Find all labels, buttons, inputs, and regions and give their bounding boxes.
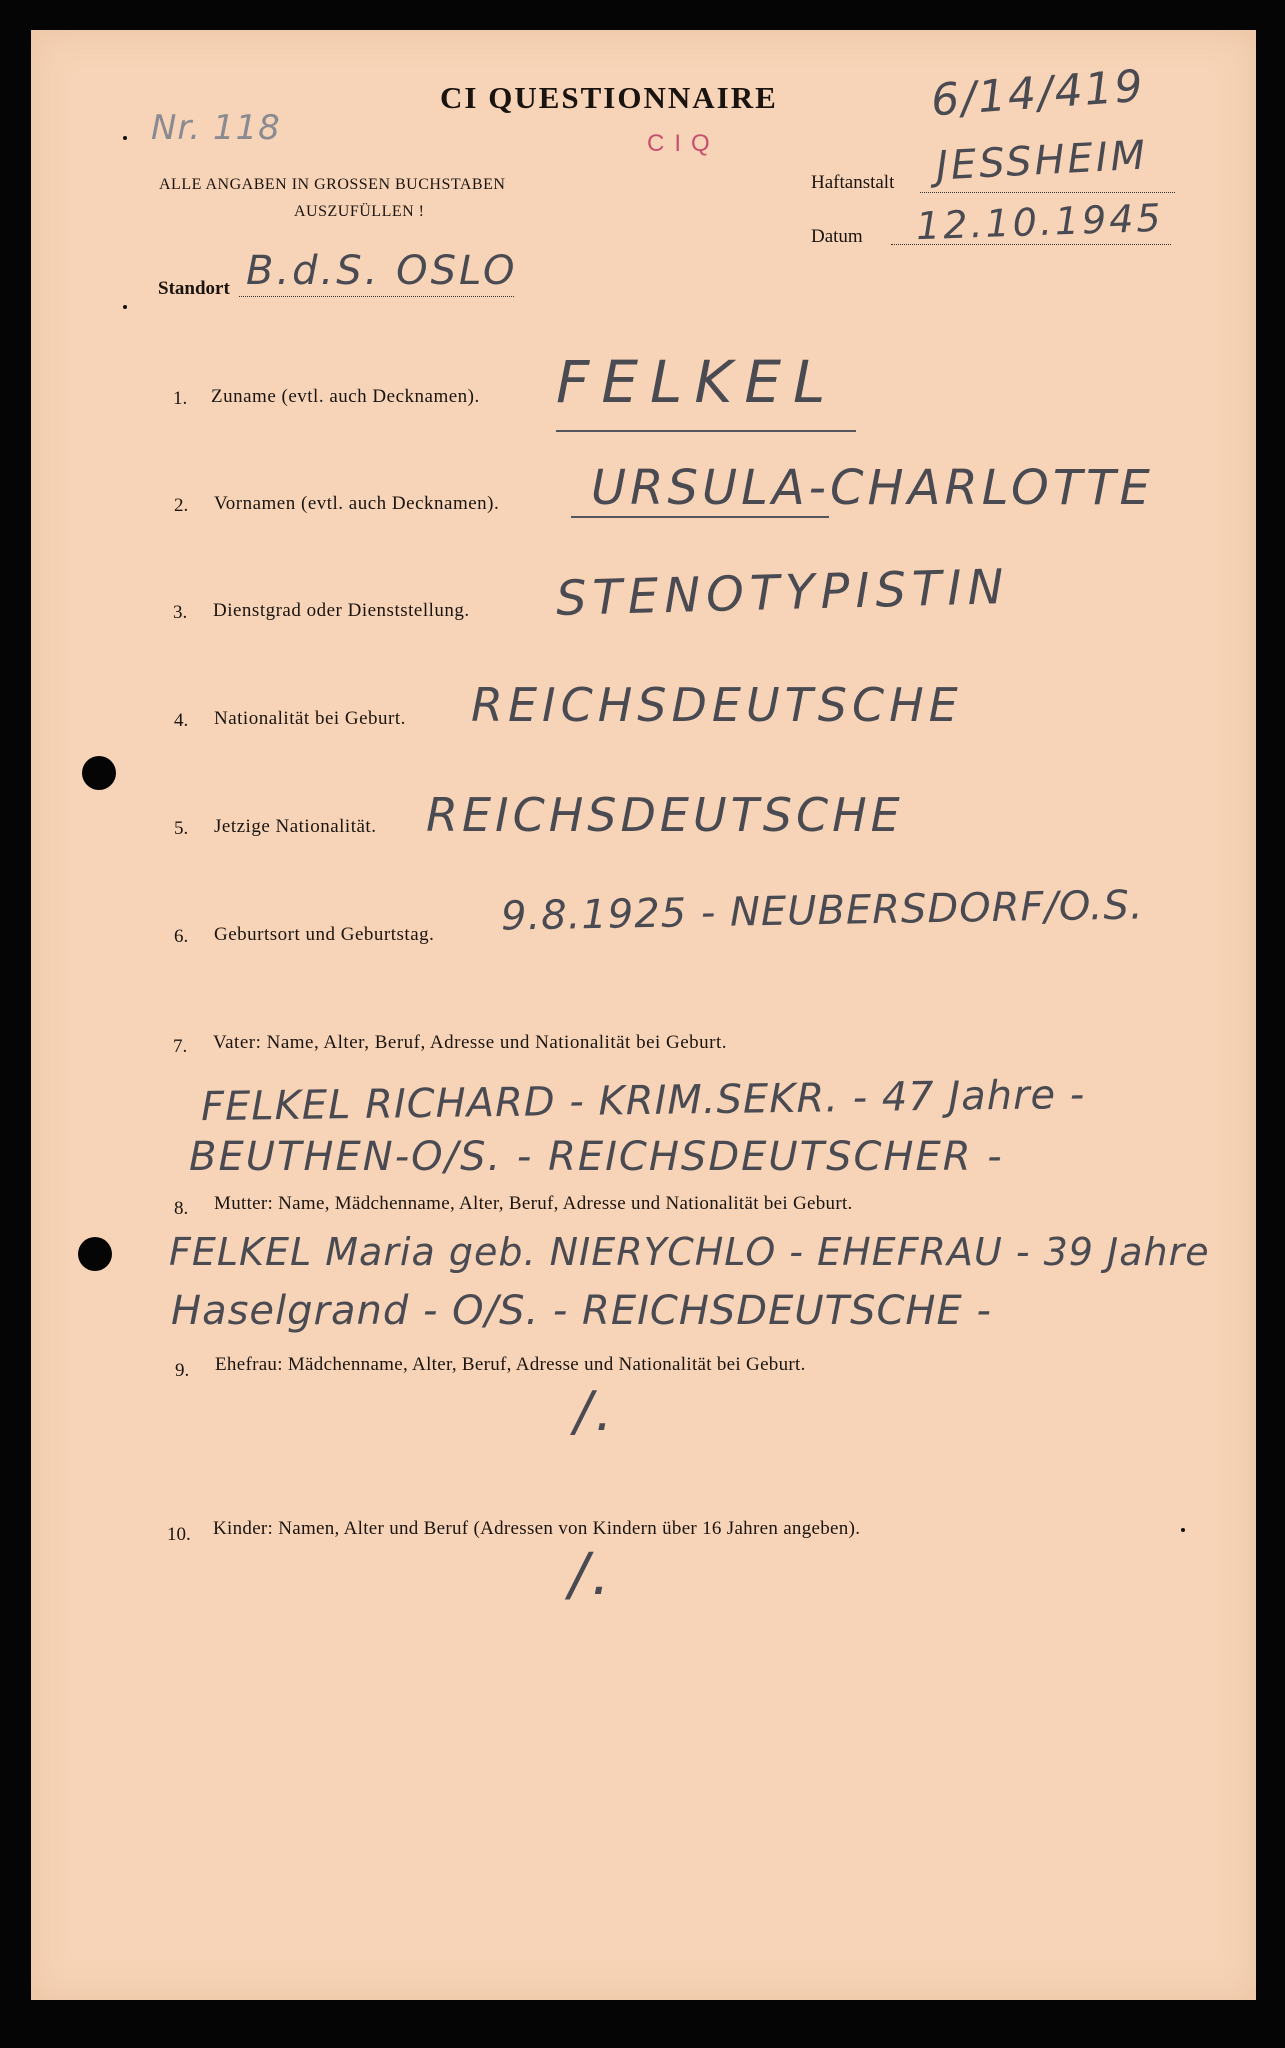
- q4-number: 4.: [174, 710, 189, 731]
- standort-value: B.d.S. OSLO: [246, 248, 518, 294]
- dienstgrad-value: STENOTYPISTIN: [555, 559, 1011, 627]
- file-number: 6/14/419: [929, 60, 1147, 127]
- vater-line-2: BEUTHEN-O/S. - REICHSDEUTSCHER -: [189, 1134, 1004, 1180]
- q6-number: 6.: [174, 926, 189, 947]
- cio-stamp: CIQ: [647, 130, 720, 157]
- q6-label: Geburtsort und Geburtstag.: [214, 924, 435, 945]
- q1-label: Zuname (evtl. auch Decknamen).: [211, 386, 480, 407]
- zuname-underline: [556, 430, 856, 432]
- punch-hole: [78, 1237, 112, 1271]
- q5-label: Jetzige Nationalität.: [214, 816, 377, 837]
- q10-number: 10.: [167, 1524, 191, 1545]
- margin-mark: [123, 136, 127, 140]
- vornamen-underline: [571, 516, 829, 518]
- q4-label: Nationalität bei Geburt.: [214, 708, 406, 729]
- q10-label: Kinder: Namen, Alter und Beruf (Adressen von Kindern über 16 Jahren angeben).: [213, 1518, 861, 1539]
- kinder-value: /.: [569, 1540, 613, 1608]
- haftanstalt-line: [920, 192, 1175, 193]
- vornamen-value: URSULA-CHARLOTTE: [591, 460, 1154, 516]
- mutter-line-1: FELKEL Maria geb. NIERYCHLO - EHEFRAU - 39 Jahre: [169, 1230, 1210, 1274]
- q5-number: 5.: [174, 818, 189, 839]
- q8-label: Mutter: Name, Mädchenname, Alter, Beruf, Adresse und Nationalität bei Geburt.: [214, 1193, 853, 1214]
- q9-label: Ehefrau: Mädchenname, Alter, Beruf, Adresse und Nationalität bei Geburt.: [215, 1354, 806, 1375]
- haftanstalt-value: JESSHEIM: [934, 132, 1150, 190]
- punch-hole: [82, 756, 116, 790]
- q7-label: Vater: Name, Alter, Beruf, Adresse und Nationalität bei Geburt.: [213, 1032, 728, 1053]
- instruction-line-2: AUSZUFÜLLEN !: [294, 203, 425, 220]
- vater-line-1: FELKEL RICHARD - KRIM.SEKR. - 47 Jahre -: [200, 1071, 1086, 1131]
- q3-label: Dienstgrad oder Dienststellung.: [213, 600, 470, 621]
- standort-label: Standort: [158, 278, 230, 299]
- zuname-value: FELKEL: [556, 348, 838, 416]
- q2-label: Vornamen (evtl. auch Decknamen).: [214, 493, 500, 514]
- geburt-value: 9.8.1925 - NEUBERSDORF/O.S.: [500, 882, 1144, 940]
- ehefrau-value: /.: [574, 1380, 616, 1443]
- q8-number: 8.: [174, 1198, 189, 1219]
- questionnaire-sheet: [31, 30, 1256, 2000]
- standort-line: [239, 296, 514, 297]
- margin-mark: [1181, 1528, 1185, 1532]
- instruction-line-1: ALLE ANGABEN IN GROSSEN BUCHSTABEN: [159, 176, 506, 193]
- nationalitaet-geburt-value: REICHSDEUTSCHE: [471, 678, 963, 732]
- q3-number: 3.: [173, 602, 188, 623]
- q1-number: 1.: [173, 388, 188, 409]
- datum-value: 12.10.1945: [915, 195, 1165, 249]
- datum-label: Datum: [811, 226, 863, 247]
- nr-annotation: Nr. 118: [151, 108, 281, 148]
- q2-number: 2.: [174, 495, 189, 516]
- q7-number: 7.: [173, 1036, 188, 1057]
- q9-number: 9.: [175, 1360, 190, 1381]
- margin-mark: [123, 305, 127, 309]
- mutter-line-2: Haselgrand - O/S. - REICHSDEUTSCHE -: [171, 1288, 992, 1334]
- form-title: CI QUESTIONNAIRE: [440, 80, 778, 115]
- jetzige-nationalitaet-value: REICHSDEUTSCHE: [426, 788, 904, 842]
- haftanstalt-label: Haftanstalt: [811, 172, 895, 193]
